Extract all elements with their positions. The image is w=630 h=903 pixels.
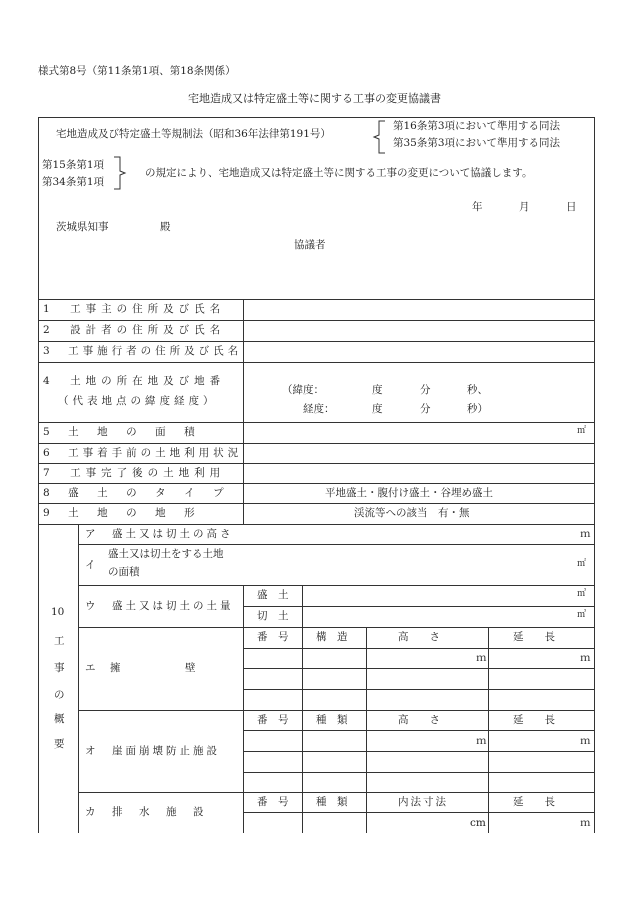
right-brace-icon	[112, 156, 128, 190]
drainage-label: カ 排 水 施 設	[85, 806, 207, 818]
lat-label: （緯度：	[282, 384, 324, 396]
section10-char-5: 要	[54, 738, 65, 750]
slope-facility-label: オ 崖面崩壊防止施設	[85, 745, 220, 757]
area-unit: ㎡	[577, 559, 587, 569]
section10-char-2: 事	[54, 662, 65, 674]
height-label: ア 盛土又は切土の高さ	[85, 528, 234, 540]
lat-sec: 秒、	[467, 384, 488, 396]
row-area-unit: ㎡	[577, 426, 587, 436]
lat-min: 分	[420, 384, 431, 396]
row-fill-type-value: 平地盛土・腹付け盛土・谷埋め盛土	[325, 487, 493, 499]
row-fill-type-label: 8 盛 土 の タ イ プ	[43, 487, 228, 499]
wall-col-height: 高 さ	[398, 631, 440, 643]
wall-col-number: 番 号	[257, 631, 289, 643]
drain-length-unit: ｍ	[580, 817, 591, 829]
lon-sec: 秒）	[467, 403, 488, 415]
article-1: 第15条第1項	[42, 159, 105, 171]
retaining-wall-label: エ 擁 壁	[85, 662, 198, 674]
slope-height-unit: ｍ	[476, 735, 487, 747]
article-2: 第34条第1項	[42, 176, 105, 188]
lon-min: 分	[420, 403, 431, 415]
row-terrain-value: 渓流等への該当 有・無	[354, 507, 470, 519]
area-label-1: 盛土又は切土をする土地	[108, 548, 224, 560]
row-owner-label: 1 工事主の住所及び氏名	[43, 303, 226, 315]
row-latlon-label: （代表地点の緯度経度）	[58, 395, 218, 407]
lat-deg: 度	[372, 384, 383, 396]
wall-col-structure: 構 造	[316, 631, 348, 643]
drain-col-number: 番 号	[257, 796, 289, 808]
date-month: 月	[519, 201, 530, 213]
area-label-2: の面積	[108, 566, 140, 578]
wall-col-length: 延 長	[513, 631, 555, 643]
form-number: 様式第8号（第11条第1項、第18条関係）	[38, 65, 236, 77]
applicant-label: 協議者	[294, 239, 326, 251]
volume-cut-unit: ㎥	[577, 610, 587, 620]
lon-deg: 度	[372, 403, 383, 415]
volume-label: ウ 盛土又は切土の土量	[85, 600, 234, 612]
area-prefix: イ	[85, 559, 96, 571]
row-before-use-label: 6 工事着手前の土地利用状況	[43, 447, 243, 459]
addressee: 茨城県知事	[56, 221, 109, 233]
height-unit: ｍ	[580, 528, 591, 540]
slope-col-number: 番 号	[257, 714, 289, 726]
row-after-use-label: 7 工事完了後の土地利用	[43, 467, 226, 479]
volume-cut-label: 切 土	[257, 610, 289, 622]
row-contractor-label: 3 工事施行者の住所及び氏名	[43, 345, 243, 357]
wall-length-unit: ｍ	[580, 652, 591, 664]
drain-col-type: 種 類	[316, 796, 348, 808]
row-location-label: 4 土地の所在地及び地番	[43, 375, 226, 387]
statement-text: の規定により、宅地造成又は特定盛土等に関する工事の変更について協議します。	[145, 167, 533, 179]
left-brace-icon	[372, 120, 386, 154]
slope-col-type: 種 類	[316, 714, 348, 726]
drain-col-length: 延 長	[513, 796, 555, 808]
slope-length-unit: ｍ	[580, 735, 591, 747]
section10-char-4: 概	[54, 713, 65, 725]
slope-col-length: 延 長	[513, 714, 555, 726]
applied-article-1: 第16条第3項において準用する同法	[393, 120, 561, 132]
date-year: 年	[472, 201, 483, 213]
date-day: 日	[566, 201, 577, 213]
section10-char-1: 工	[54, 635, 65, 647]
document-title: 宅地造成又は特定盛土等に関する工事の変更協議書	[188, 92, 441, 105]
volume-fill-label: 盛 土	[257, 589, 289, 601]
wall-height-unit: ｍ	[476, 652, 487, 664]
section10-char-3: の	[54, 689, 65, 701]
honorific: 殿	[160, 221, 171, 233]
row-terrain-label: 9 土 地 の 地 形	[43, 507, 199, 519]
drain-col-size: 内法寸法	[398, 796, 448, 808]
lon-label: 経度：	[303, 403, 335, 415]
law-name: 宅地造成及び特定盛土等規制法（昭和36年法律第191号）	[56, 128, 331, 140]
drain-size-unit: cm	[470, 817, 486, 829]
slope-col-height: 高 さ	[398, 714, 440, 726]
applied-article-2: 第35条第3項において準用する同法	[393, 137, 561, 149]
volume-fill-unit: ㎥	[577, 589, 587, 599]
row-designer-label: 2 設計者の住所及び氏名	[43, 324, 226, 336]
section10-number: 10	[51, 606, 65, 618]
row-area-label: 5 土 地 の 面 積	[43, 426, 199, 438]
